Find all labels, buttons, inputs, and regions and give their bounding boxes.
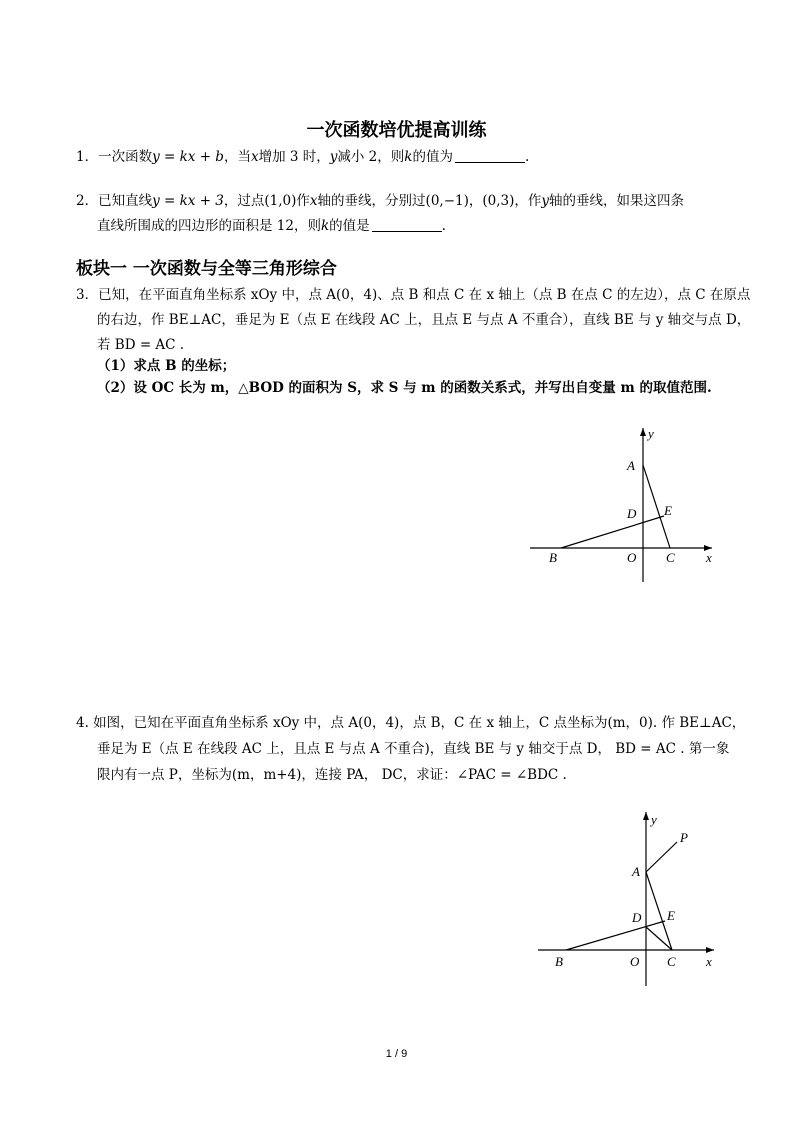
q2-text-a: 2．已知直线: [76, 193, 153, 209]
q2-answer-blank[interactable]: [372, 219, 442, 232]
q1-text-c: 增加 3 时，: [258, 149, 330, 165]
fig1-label-E: E: [664, 503, 672, 518]
question-2-line-1: [76, 189, 684, 209]
q1-var-y: y: [329, 149, 338, 165]
fig1-label-C: C: [666, 550, 675, 565]
q1-text-d: 减小 2，则: [337, 149, 405, 165]
q2-point-1: (1,0): [264, 193, 297, 209]
q2-separator: ，: [468, 193, 483, 209]
q4-line-3: 限内有一点 P，坐标为(m，m+4)，连接 PA， DC，求证：∠PAC = ∠BDC .: [97, 767, 567, 783]
q4-line-1: 4. 如图，已知在平面直角坐标系 xOy 中，点 A(0，4)，点 B，C 在 x 轴上，C 点坐标为(m，0). 作 BE⊥AC，: [76, 715, 746, 731]
fig2-label-y: y: [651, 812, 657, 827]
q1-var-k: k: [404, 149, 413, 165]
q1-text-b: ，当: [223, 149, 251, 165]
q2-text-f: 轴的垂线，如果这四条: [549, 193, 685, 209]
figure-2-diagram: [530, 808, 730, 990]
q1-answer-blank[interactable]: [455, 150, 525, 163]
fig1-y-arrow: [640, 428, 646, 436]
page-number: 1 / 9: [385, 1048, 408, 1060]
q2-point-3: (0,3): [482, 193, 515, 209]
fig1-label-A: A: [627, 458, 635, 473]
q3-line-1: 3．已知，在平面直角坐标系 xOy 中，点 A(0，4)、点 B 和点 C 在 x 轴上（点 B 在点 C 的左边），点 C 在原点: [76, 287, 751, 303]
fig2-label-P: P: [680, 830, 688, 845]
q2-text-g: 直线所围成的四边形的面积是 12，则: [97, 218, 321, 234]
fig2-label-D: D: [632, 910, 642, 925]
q1-period: .: [524, 149, 530, 165]
q2-point-2: (0,−1): [425, 193, 469, 209]
fig1-label-D: D: [627, 506, 637, 521]
q1-expression: y = kx + b: [152, 149, 224, 165]
fig1-label-B: B: [549, 550, 557, 565]
fig1-label-x: x: [706, 550, 712, 565]
q2-text-e: ，作: [514, 193, 542, 209]
q2-text-h: 的值是: [329, 218, 370, 234]
question-2-line-2: [97, 214, 446, 234]
q2-period: .: [441, 218, 446, 234]
fig1-label-O: O: [627, 550, 637, 565]
fig2-label-A: A: [632, 864, 640, 879]
q2-text-c: 作: [296, 193, 310, 209]
question-1: [76, 145, 529, 165]
q2-text-d: 轴的垂线，分别过: [317, 193, 426, 209]
fig2-label-C: C: [667, 954, 676, 969]
figure-1-diagram: [520, 420, 730, 590]
fig2-label-x: x: [706, 954, 712, 969]
q3-subquestion-1: （1）求点 B 的坐标；: [97, 358, 236, 374]
fig2-segment-BE: [566, 921, 665, 950]
q2-expression: y = kx + 3: [152, 193, 224, 209]
fig1-label-y: y: [648, 426, 654, 441]
fig2-label-E: E: [667, 908, 675, 923]
q3-line-3: 若 BD = AC .: [97, 337, 185, 353]
q3-line-2: 的右边，作 BE⊥AC，垂足为 E（点 E 在线段 AC 上，且点 E 与点 A 不重合），直线 BE 与 y 轴交与点 D，: [97, 312, 751, 328]
page-title: 一次函数培优提高训练: [306, 120, 487, 141]
fig2-segment-AP: [646, 842, 677, 872]
fig2-x-arrow: [706, 947, 714, 953]
q2-var-k: k: [320, 218, 330, 234]
q4-line-2: 垂足为 E（点 E 在线段 AC 上，且点 E 与点 A 不重合)，直线 BE 与 y 轴交于点 D， BD = AC . 第一象: [97, 741, 730, 757]
fig2-y-arrow: [643, 812, 649, 820]
fig2-label-O: O: [630, 954, 640, 969]
q2-var-x: x: [309, 193, 318, 209]
section-heading: 板块一 一次函数与全等三角形综合: [76, 259, 337, 279]
fig2-label-B: B: [555, 954, 563, 969]
q1-text-e: 的值为: [412, 149, 453, 165]
q2-text-b: ，过点: [223, 193, 265, 209]
q3-subquestion-2: （2）设 OC 长为 m，△BOD 的面积为 S，求 S 与 m 的函数关系式，并写出自变量 m 的取值范围.: [97, 380, 712, 396]
fig1-segment-BE: [561, 516, 664, 548]
q1-var-x: x: [250, 149, 259, 165]
q2-var-y: y: [541, 193, 550, 209]
q1-text-a: 1．一次函数: [76, 149, 153, 165]
